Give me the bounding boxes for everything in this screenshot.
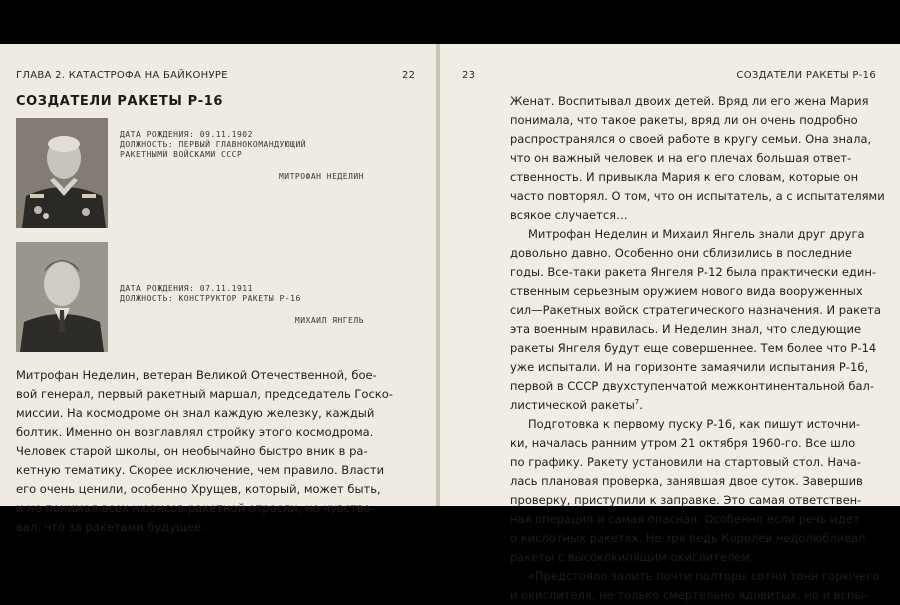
text-line: «Предстояло залить почти полторы сотни тонн горючего: [528, 569, 880, 583]
text-line: вал, что за ракетами будущее.: [16, 520, 205, 534]
text-line: Митрофан Неделин и Михаил Янгель знали друг друга: [528, 227, 865, 241]
left-page: [0, 44, 436, 534]
text-line: ракеты Янгеля будут еще совершеннее. Тем более что Р-14: [510, 341, 877, 355]
text-line: листической ракеты$^7$.: [510, 398, 643, 412]
text-line: ракеты с высококипящим окислителем.: [510, 550, 754, 564]
bio-yangel: [120, 284, 364, 326]
text-line: и не понимал всех нюансов ракетной отрасли, но чувство-: [16, 501, 375, 515]
text-line: сил—Ракетных войск стратегического назначения. И ракета: [510, 303, 881, 317]
text-line: всякое случается…: [510, 208, 628, 222]
page-number-right: 23: [462, 70, 476, 81]
text-line: ки, началась ранним утром 21 октября 1960-го. Все шло: [510, 436, 856, 450]
person-name: МИХАИЛ ЯНГЕЛЬ: [294, 316, 364, 325]
birth-date: ДАТА РОЖДЕНИЯ: 07.11.1911: [120, 284, 253, 293]
portrait-yangel: [16, 242, 108, 352]
text-line: уже испытали. И на горизонте замаячили испытания Р-16,: [510, 360, 869, 374]
text-line: ственность. И привыкла Мария к его словам, которые он: [510, 170, 859, 184]
position-line: ДОЛЖНОСТЬ: КОНСТРУКТОР РАКЕТЫ Р-16: [120, 294, 301, 303]
text-line: миссии. На космодроме он знал каждую железку, каждый: [16, 406, 375, 420]
text-line: распространялся о своей работе в кругу семьи. Она знала,: [510, 132, 872, 146]
chapter-heading: ГЛАВА 2. КАТАСТРОФА НА БАЙКОНУРЕ: [16, 70, 228, 81]
text-line: проверку, приступили к заправке. Это самая ответствен-: [510, 493, 862, 507]
text-line: вой генерал, первый ракетный маршал, председатель Госко-: [16, 387, 393, 401]
text-line: его очень ценили, особенно Хрущев, который, может быть,: [16, 482, 381, 496]
right-page: [440, 44, 900, 602]
position-line: ДОЛЖНОСТЬ: ПЕРВЫЙ ГЛАВНОКОМАНДУЮЩИЙ: [120, 140, 307, 149]
text-line: по графику. Ракету установили на стартовый стол. Нача-: [510, 455, 862, 469]
text-line: болтик. Именно он возглавлял стройку этого космодрома.: [16, 425, 374, 439]
footnote-marker[interactable]: 7: [634, 398, 640, 407]
bio-nedelin: [120, 130, 364, 182]
text-line: что он важный человек и на его плечах большая ответ-: [510, 151, 852, 165]
text-line: кетную тематику. Скорее исключение, чем правило. Власти: [16, 463, 385, 477]
text-line: эта военным нравилась. И Неделин знал, что следующие: [510, 322, 862, 336]
text-line: ная операция и самая опасная. Особенно если речь идет: [510, 512, 860, 526]
text-line: первой в СССР двухступенчатой межконтинентальной бал-: [510, 379, 875, 393]
text-line: ственным серьезным оружием нового вида вооруженных: [510, 284, 863, 298]
running-section-heading: СОЗДАТЕЛИ РАКЕТЫ Р-16: [736, 70, 876, 81]
section-title: СОЗДАТЕЛИ РАКЕТЫ Р-16: [16, 94, 223, 109]
person-name: МИТРОФАН НЕДЕЛИН: [278, 172, 364, 181]
text-line: годы. Все-таки ракета Янгеля Р-12 была практически един-: [510, 265, 877, 279]
text-line: Женат. Воспитывал двоих детей. Вряд ли его жена Мария: [510, 94, 869, 108]
text-line: часто повторял. О том, что он испытатель, а с испытателями: [510, 189, 885, 203]
text-line: о кислотных ракетах. Не зря ведь Королев недолюбливал: [510, 531, 866, 545]
right-body-text: [510, 92, 885, 605]
text-line: лась плановая проверка, занявшая двое суток. Завершив: [510, 474, 863, 488]
paragraph: [510, 415, 872, 567]
text-line: Подготовка к первому пуску Р-16, как пишут источни-: [528, 417, 861, 431]
text-line: Человек старой школы, он необычайно быстро вник в ра-: [16, 444, 368, 458]
paragraph: [510, 225, 881, 415]
text-line: понимала, что такое ракеты, вряд ли он очень подробно: [510, 113, 858, 127]
paragraph: [510, 92, 885, 225]
text-line: Митрофан Неделин, ветеран Великой Отечественной, бое-: [16, 368, 377, 382]
page-number-left: 22: [402, 70, 416, 81]
portrait-nedelin: [16, 118, 108, 228]
birth-date: ДАТА РОЖДЕНИЯ: 09.11.1902: [120, 130, 253, 139]
text-line: и окислителя, не только смертельно ядовитых, но и вспы-: [510, 588, 868, 602]
paragraph: [510, 567, 880, 605]
left-body-text: [16, 366, 420, 537]
text-line: довольно давно. Особенно они сблизились в последние: [510, 246, 852, 260]
position-line: РАКЕТНЫМИ ВОЙСКАМИ СССР: [120, 150, 243, 159]
